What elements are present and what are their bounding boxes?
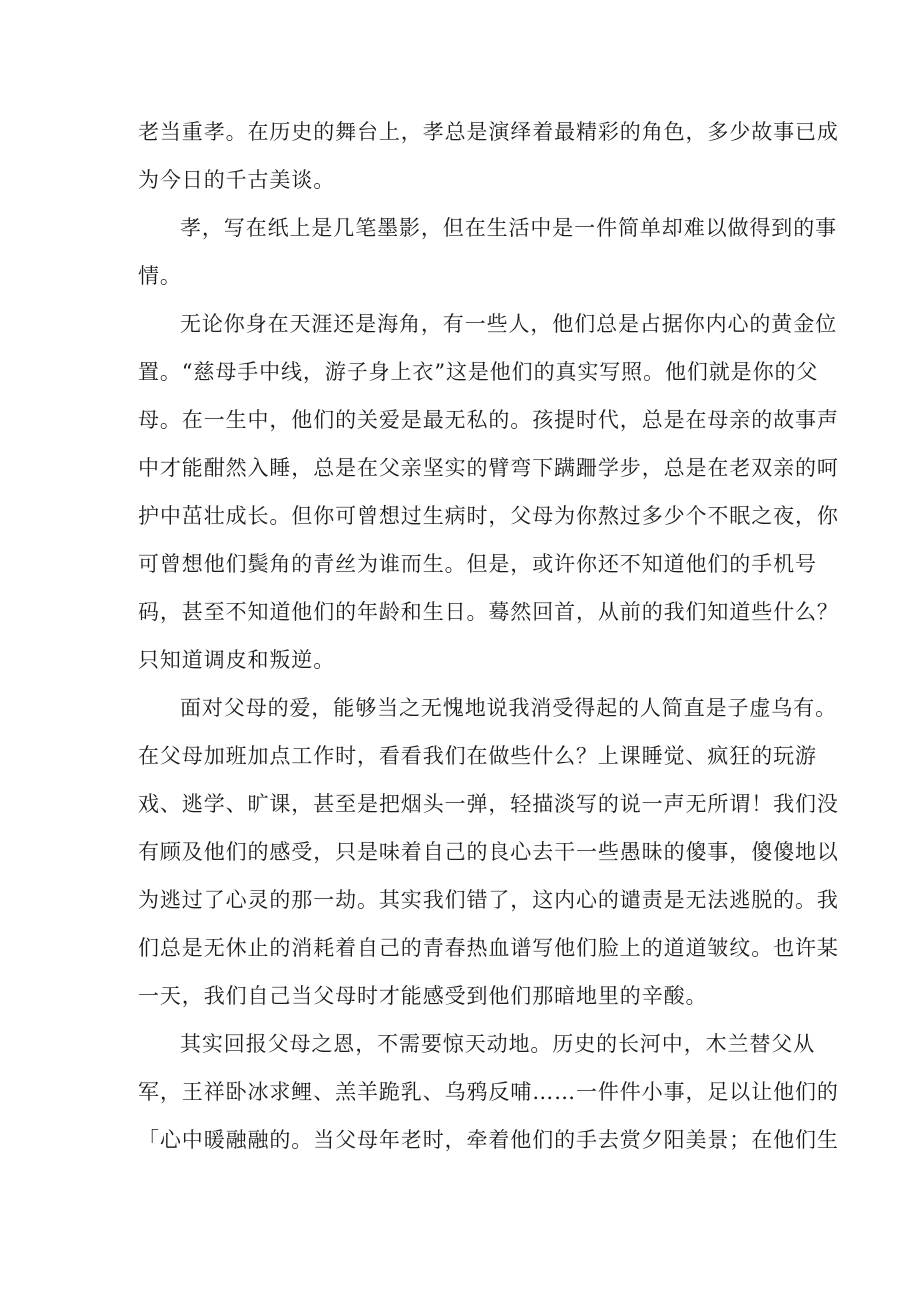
paragraph-first-line: 面对父母的爱，能够当之无愧地说我消受得起的人简直是子虚乌有。 <box>180 696 837 720</box>
text-line: 护中茁壮成长。但你可曾想过生病时，父母为你熬过多少个不眠之夜，你 <box>138 504 839 528</box>
text-line: 军，王祥卧冰求鲤、羔羊跪乳、乌鸦反哺……一件件小事，足以让他们的 <box>138 1080 839 1104</box>
text-line: 置。“慈母手中线，游子身上衣”这是他们的真实写照。他们就是你的父 <box>138 360 819 384</box>
text-line: 老当重孝。在历史的舞台上，孝总是演绎着最精彩的角色，多少故事已成 <box>138 120 839 144</box>
text-line: 为逃过了心灵的那一劫。其实我们错了，这内心的谴责是无法逃脱的。我 <box>138 888 839 912</box>
text-line: 戏、逃学、旷课，甚至是把烟头一弹，轻描淡写的说一声无所谓！我们没 <box>138 792 839 816</box>
text-line: 「心中暖融融的。当父母年老时，牵着他们的手去赏夕阳美景；在他们生 <box>138 1128 839 1152</box>
text-line: 码，甚至不知道他们的年龄和生日。蓦然回首，从前的我们知道些什么？ <box>138 600 839 624</box>
text-line: 只知道调皮和叛逆。 <box>138 648 336 672</box>
text-line: 母。在一生中，他们的关爱是最无私的。孩提时代，总是在母亲的故事声 <box>138 408 839 432</box>
text-line: 可曾想他们鬓角的青丝为谁而生。但是，或许你还不知道他们的手机号 <box>138 552 817 576</box>
text-line: 情。 <box>138 264 182 288</box>
text-line: 在父母加班加点工作时，看看我们在做些什么？上课睡觉、疯狂的玩游 <box>138 744 817 768</box>
paragraph-first-line: 其实回报父母之恩，不需要惊天动地。历史的长河中，木兰替父从 <box>180 1032 816 1056</box>
paragraph-first-line: 孝，写在纸上是几笔墨影，但在生活中是一件简单却难以做得到的事 <box>180 216 837 240</box>
text-line: 一天，我们自己当父母时才能感受到他们那暗地里的辛酸。 <box>138 984 708 1008</box>
text-line: 有顾及他们的感受，只是味着自己的良心去干一些愚昧的傻事，傻傻地以 <box>138 840 839 864</box>
paragraph-first-line: 无论你身在天涯还是海角，有一些人，他们总是占据你内心的黄金位 <box>180 312 837 336</box>
text-line: 们总是无休止的消耗着自己的青春热血谱写他们脸上的道道皱纹。也许某 <box>138 936 839 960</box>
text-line: 中才能酣然入睡，总是在父亲坚实的臂弯下蹒跚学步，总是在老双亲的呵 <box>138 456 839 480</box>
text-line: 为今日的千古美谈。 <box>138 168 336 192</box>
